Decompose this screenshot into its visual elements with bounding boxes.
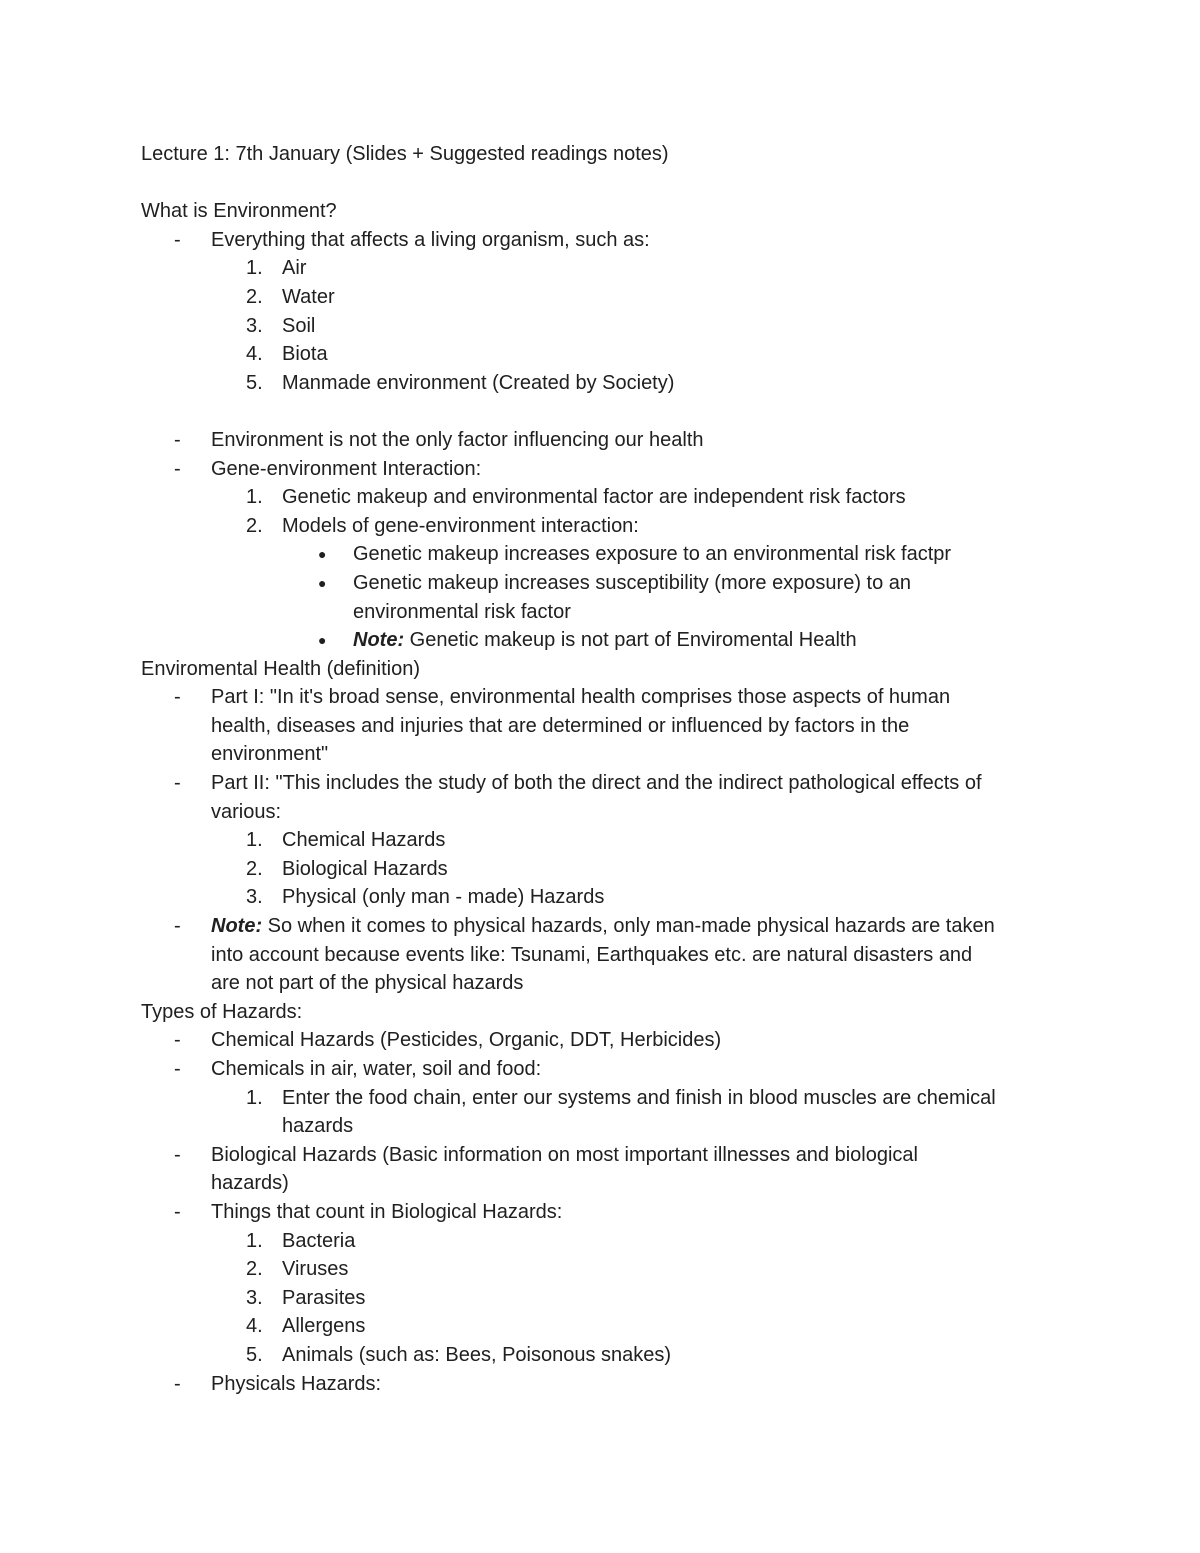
- list-item: - Part I: "In it's broad sense, environmental health comprises those aspects of human: [174, 686, 951, 709]
- list-item: 3. Parasites: [246, 1286, 366, 1309]
- list-item: - Environment is not the only factor influencing our health: [174, 428, 704, 451]
- list-item-continuation: are not part of the physical hazards: [211, 972, 524, 995]
- list-item: 1. Genetic makeup and environmental factor are independent risk factors: [246, 486, 906, 509]
- list-item-continuation: environment": [211, 743, 329, 766]
- list-item: 4. Biota: [246, 343, 328, 366]
- list-item: 5. Manmade environment (Created by Society): [246, 371, 675, 394]
- list-item-continuation: environmental risk factor: [353, 600, 571, 623]
- bullet-icon: ●: [318, 574, 327, 591]
- list-item: - Part II: "This includes the study of both the direct and the indirect pathological effects of: [174, 772, 982, 795]
- spacer: [141, 397, 1081, 426]
- list-item: 4. Allergens: [246, 1315, 366, 1338]
- list-item: 3. Physical (only man - made) Hazards: [246, 886, 605, 909]
- list-item-continuation: into account because events like: Tsunami, Earthquakes etc. are natural disasters and: [211, 943, 973, 966]
- list-item-continuation: hazards: [282, 1115, 354, 1138]
- list-item: 1. Chemical Hazards: [246, 829, 446, 852]
- note-label: Note:: [353, 629, 405, 652]
- list-item: 1. Enter the food chain, enter our systems and finish in blood muscles are chemical: [246, 1086, 996, 1109]
- section-heading-environment: What is Environment?: [141, 200, 337, 223]
- list-item: ● Note: Genetic makeup is not part of Enviromental Health: [141, 626, 1081, 655]
- section-heading-types-of-hazards: Types of Hazards:: [141, 1000, 303, 1023]
- list-item: 2. Models of gene-environment interaction:: [246, 514, 639, 537]
- bullet-icon: ●: [318, 632, 327, 649]
- page-title: Lecture 1: 7th January (Slides + Suggested readings notes): [141, 143, 669, 165]
- note-label: Note:: [211, 915, 263, 938]
- list-item: 2. Viruses: [246, 1258, 349, 1281]
- list-item: - Chemical Hazards (Pesticides, Organic, DDT, Herbicides): [174, 1029, 722, 1052]
- dash-marker: -: [174, 228, 181, 251]
- list-item: 2. Water: [246, 285, 335, 308]
- list-item-continuation: health, diseases and injuries that are determined or influenced by factors in the: [211, 714, 910, 737]
- list-item: - Everything that affects a living organism, such as:: [141, 226, 1081, 255]
- list-item: 5. Animals (such as: Bees, Poisonous snakes): [246, 1343, 672, 1366]
- list-item-continuation: hazards): [211, 1172, 289, 1195]
- list-item: 1. Air: [246, 257, 307, 280]
- list-item: - Biological Hazards (Basic information on most important illnesses and biological: [174, 1143, 919, 1166]
- bullet-icon: ●: [318, 546, 327, 563]
- section-heading-environmental-health: Enviromental Health (definition): [141, 657, 421, 680]
- list-item: - Chemicals in air, water, soil and food:: [174, 1058, 542, 1080]
- list-item: 3. Soil: [246, 314, 316, 337]
- list-item: 1. Bacteria: [246, 1229, 356, 1252]
- list-item: - Things that count in Biological Hazards:: [174, 1200, 563, 1223]
- list-item: ● Genetic makeup increases susceptibility (more exposure) to an: [141, 569, 1081, 598]
- list-item-continuation: various:: [211, 800, 282, 823]
- list-item: - Note: So when it comes to physical hazards, only man-made physical hazards are taken: [174, 915, 995, 938]
- list-item: ● Genetic makeup increases exposure to an environmental risk factpr: [141, 540, 1081, 569]
- list-item: - Gene-environment Interaction:: [174, 457, 482, 480]
- list-item: 2. Biological Hazards: [246, 857, 448, 880]
- document-page: [141, 140, 1081, 1398]
- list-item: - Physicals Hazards:: [174, 1372, 382, 1395]
